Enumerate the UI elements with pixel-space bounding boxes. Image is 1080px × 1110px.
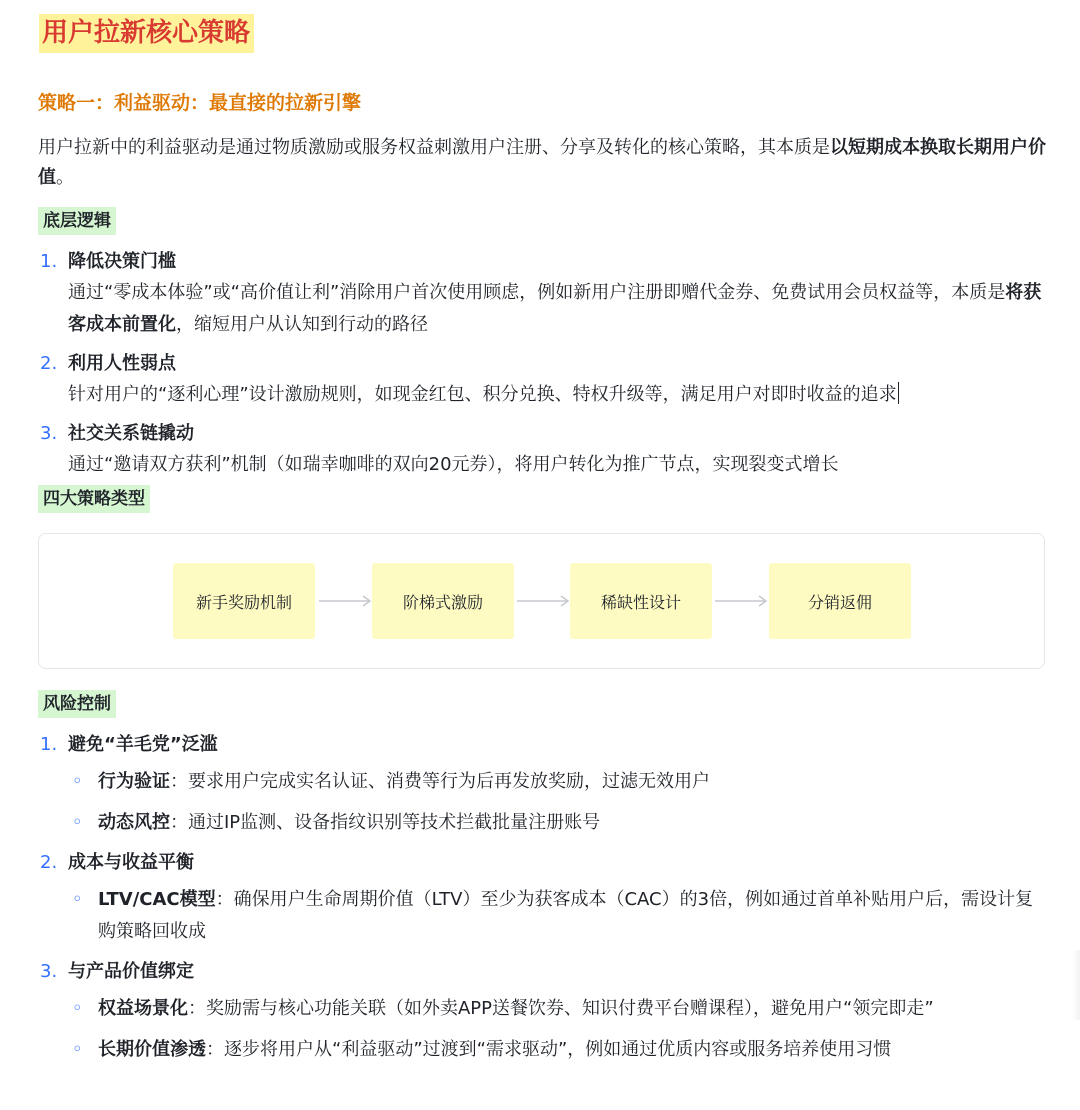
sub-item-text: ：逐步将用户从“利益驱动”过渡到“需求驱动”，例如通过优质内容或服务培养使用习惯	[206, 1039, 892, 1060]
bullet-icon: ◦	[72, 998, 83, 1019]
list-number: 2.	[40, 852, 58, 873]
sub-list	[68, 766, 1048, 839]
item-title: 社交关系链撬动	[68, 423, 194, 444]
logic-list	[38, 247, 1048, 481]
document	[38, 14, 1048, 1075]
item-title: 成本与收益平衡	[68, 852, 194, 873]
text-cursor	[898, 382, 899, 404]
list-item	[38, 419, 1048, 481]
intro-end: 。	[56, 167, 74, 188]
item-title: 与产品价值绑定	[68, 961, 194, 982]
item-title: 降低决策门槛	[68, 251, 176, 272]
sub-item-bold: 行为验证	[98, 771, 170, 792]
item-title: 避免“羊毛党”泛滥	[68, 734, 218, 755]
sub-item-bold: 长期价值渗透	[98, 1039, 206, 1060]
flow-node[interactable]: 新手奖励机制	[173, 563, 315, 639]
list-item	[38, 247, 1048, 341]
strategy-heading: 策略一：利益驱动：最直接的拉新引擎	[38, 92, 362, 114]
scrollbar[interactable]	[1072, 950, 1080, 1020]
item-body: 通过“邀请双方获利”机制（如瑞幸咖啡的双向20元券），将用户转化为推广节点，实现裂变式增长	[68, 454, 839, 475]
sub-item	[68, 884, 1048, 948]
intro-bold: 以短期成本换取长期用户价值	[38, 137, 1046, 188]
item-title: 利用人性弱点	[68, 353, 176, 374]
sub-item-bold: 权益场景化	[98, 998, 188, 1019]
sub-list	[68, 884, 1048, 948]
list-item	[38, 957, 1048, 1066]
arrow-right-icon	[715, 594, 769, 608]
bullet-icon: ◦	[72, 812, 83, 833]
item-body-text-end: ，缩短用户从认知到行动的路径	[176, 314, 428, 335]
intro-text: 用户拉新中的利益驱动是通过物质激励或服务权益刺激用户注册、分享及转化的核心策略，其本质是	[38, 137, 830, 158]
bullet-icon: ◦	[72, 771, 83, 792]
sub-item-text: ：通过IP监测、设备指纹识别等技术拦截批量注册账号	[170, 812, 601, 833]
sub-item-text: ：奖励需与核心功能关联（如外卖APP送餐饮券、知识付费平台赠课程），避免用户“领完即走”	[188, 998, 934, 1019]
logic-tag: 底层逻辑	[38, 207, 116, 235]
item-body-text: 针对用户的“逐利心理”设计激励规则，如现金红包、积分兑换、特权升级等，满足用户对即时收益的追求	[68, 384, 897, 405]
flow-node[interactable]: 阶梯式激励	[372, 563, 514, 639]
list-number: 3.	[40, 961, 58, 982]
sub-item-text: ：确保用户生命周期价值（LTV）至少为获客成本（CAC）的3倍，例如通过首单补贴用户后，需设计复购策略回收成	[98, 889, 1034, 942]
risk-list	[38, 730, 1048, 1066]
sub-item	[68, 993, 1048, 1025]
flowchart[interactable]	[38, 533, 1045, 669]
list-item	[38, 730, 1048, 839]
sub-list	[68, 993, 1048, 1066]
types-tag: 四大策略类型	[38, 485, 150, 513]
item-body-bold: 将获客成本前置化	[68, 282, 1042, 335]
item-body-text: 通过“零成本体验”或“高价值让利”消除用户首次使用顾虑，例如新用户注册即赠代金券、免费试用会员权益等，本质是	[68, 282, 1006, 303]
bullet-icon: ◦	[72, 889, 83, 910]
page-title: 用户拉新核心策略	[39, 14, 254, 53]
list-item	[38, 848, 1048, 948]
flow-node[interactable]: 稀缺性设计	[570, 563, 712, 639]
flow-node[interactable]: 分销返佣	[769, 563, 911, 639]
risk-tag: 风险控制	[38, 690, 116, 718]
list-item	[38, 349, 1048, 411]
list-number: 1.	[40, 251, 58, 272]
list-number: 3.	[40, 423, 58, 444]
arrow-right-icon	[319, 594, 373, 608]
sub-item	[68, 766, 1048, 798]
bullet-icon: ◦	[72, 1039, 83, 1060]
sub-item	[68, 807, 1048, 839]
item-body	[68, 379, 1048, 411]
sub-item-bold: LTV/CAC模型	[98, 889, 216, 910]
sub-item-text: ：要求用户完成实名认证、消费等行为后再发放奖励，过滤无效用户	[170, 771, 710, 792]
list-number: 2.	[40, 353, 58, 374]
sub-item-bold: 动态风控	[98, 812, 170, 833]
arrow-right-icon	[517, 594, 571, 608]
sub-item	[68, 1034, 1048, 1066]
item-body	[68, 277, 1048, 341]
list-number: 1.	[40, 734, 58, 755]
intro-paragraph	[38, 133, 1048, 193]
